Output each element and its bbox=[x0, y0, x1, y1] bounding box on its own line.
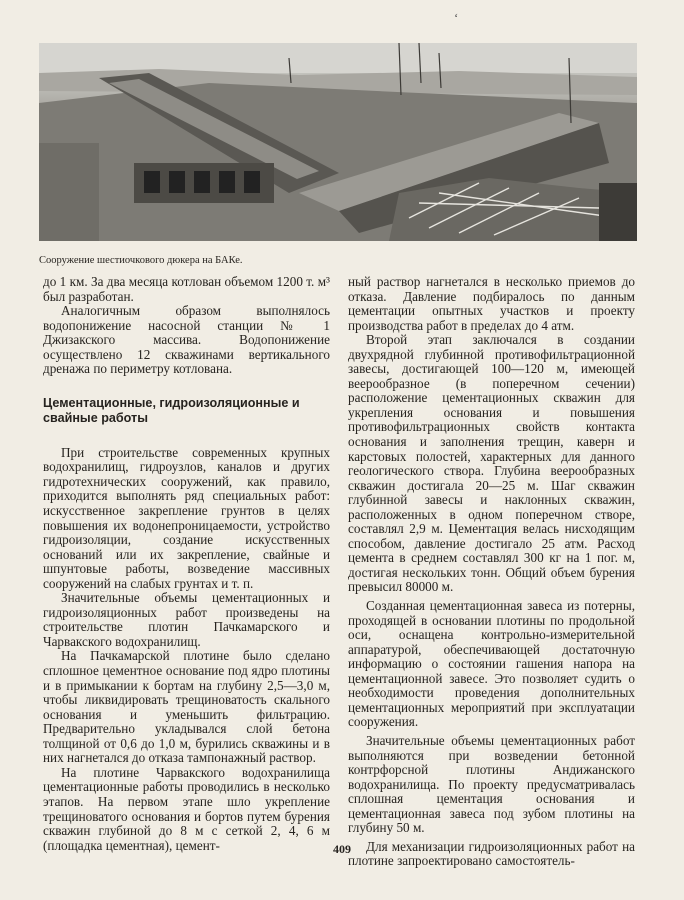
paragraph: Созданная цементационная завеса из потерны, проходящей в основании плотины по продольной оси, оснащена контрольно-измерительной аппаратурой, обеспечивающей достаточную информацию о состоянии гашения напора на цементационной завесе. Это позволяет судить о необходимости проведения дополнительных цементационных мероприятий при эксплуатации сооружения. bbox=[348, 598, 635, 730]
construction-photo-icon bbox=[39, 43, 637, 241]
construction-photo bbox=[39, 43, 637, 241]
paragraph: На плотине Чарвакского водохранилища цементационные работы проводились в несколько этапов. На первом этапе шло укрепление трещиноватого основания и бортов путем бурения скважин глубиной до 8 м с сеткой 2, 4, 6 м (площадка цементная), цемент- bbox=[43, 764, 330, 853]
page-number: 409 bbox=[333, 842, 351, 856]
left-column bbox=[43, 275, 330, 853]
paragraph: Аналогичным образом выполнялось водопонижение насосной станции № 1 Джизакского массива. Водопонижение осуществлено 12 скважинами вертикального дренажа по периметру котлована. bbox=[43, 303, 330, 377]
paragraph: При строительстве современных крупных водохранилищ, гидроузлов, каналов и других гидротехнических сооружений, как правило, приходится выполнять ряд специальных работ: искусственное закрепление грунтов в целях повышения их водонепроницаемости, устройство гидроизоляции, создание искусственных оснований или их закрепление, свайные и шпунтовые работы, возведение массивных сооружений на слабых грунтах и т. п. bbox=[43, 444, 330, 591]
paragraph: На Пачкамарской плотине было сделано сплошное цементное основание под ядро плотины и в примыкании к бортам на глубину 2,5—3,0 м, чтобы ликвидировать трещиноватость скального основания и уменьшить фильтрацию. Предварительно укладывался слой бетона толщиной от 0,6 до 1,0 м, бурились скважины и в них нагнетался до отказа тампонажный раствор. bbox=[43, 648, 330, 766]
paragraph: ный раствор нагнетался в несколько приемов до отказа. Давление подбиралось по данным цементации опытных участков и проекту производства работ в пределах до 4 атм. bbox=[348, 274, 635, 333]
paragraph: до 1 км. За два месяца котлован объемом 1200 т. м³ был разработан. bbox=[43, 274, 330, 304]
margin-mark: ‘ bbox=[454, 10, 459, 25]
paragraph: Второй этап заключался в создании двухрядной глубинной противофильтрационной завесы, достигающей 100—120 м, имеющей веерообразное (в поперечном сечении) расположение цементационных скважин для укрепления основания и повышения противофильтрационных свойств контакта основания и заполнения трещин, каверн и карстовых полостей, характерных для данного геологического створа. Глубина веерообразных скважин достигала 20—25 м. Шаг скважин глубинной завесы и наклонных скважин, расположенных в одном поперечном створе, составлял 2,9 м. Цементация велась нисходящим способом, давление достигало 25 атм. Расход цемента в среднем составлял 300 кг на 1 пог. м, достигая нескольких тонн. Общий объем бурения превысил 80000 м. bbox=[348, 332, 635, 595]
right-column bbox=[348, 275, 635, 869]
paragraph: Значительные объемы цементационных работ выполняются при возведении бетонной контрфорсной плотины Андижанского водохранилища. По проекту предусматривалась сплошная цементация основания и цементационная завеса под зубом плотины на глубину 50 м. bbox=[348, 732, 635, 836]
paragraph: Значительные объемы цементационных и гидроизоляционных работ произведены на строительстве плотин Пачкамарского и Чарвакского водохранилищ. bbox=[43, 590, 330, 649]
photo-caption: Сооружение шестиочкового дюкера на БАКе. bbox=[39, 255, 243, 266]
section-heading: Цементационные, гидроизоляционные и свайные работы bbox=[43, 395, 300, 425]
paragraph: Для механизации гидроизоляционных работ на плотине запроектировано самостоятель- bbox=[348, 838, 635, 869]
